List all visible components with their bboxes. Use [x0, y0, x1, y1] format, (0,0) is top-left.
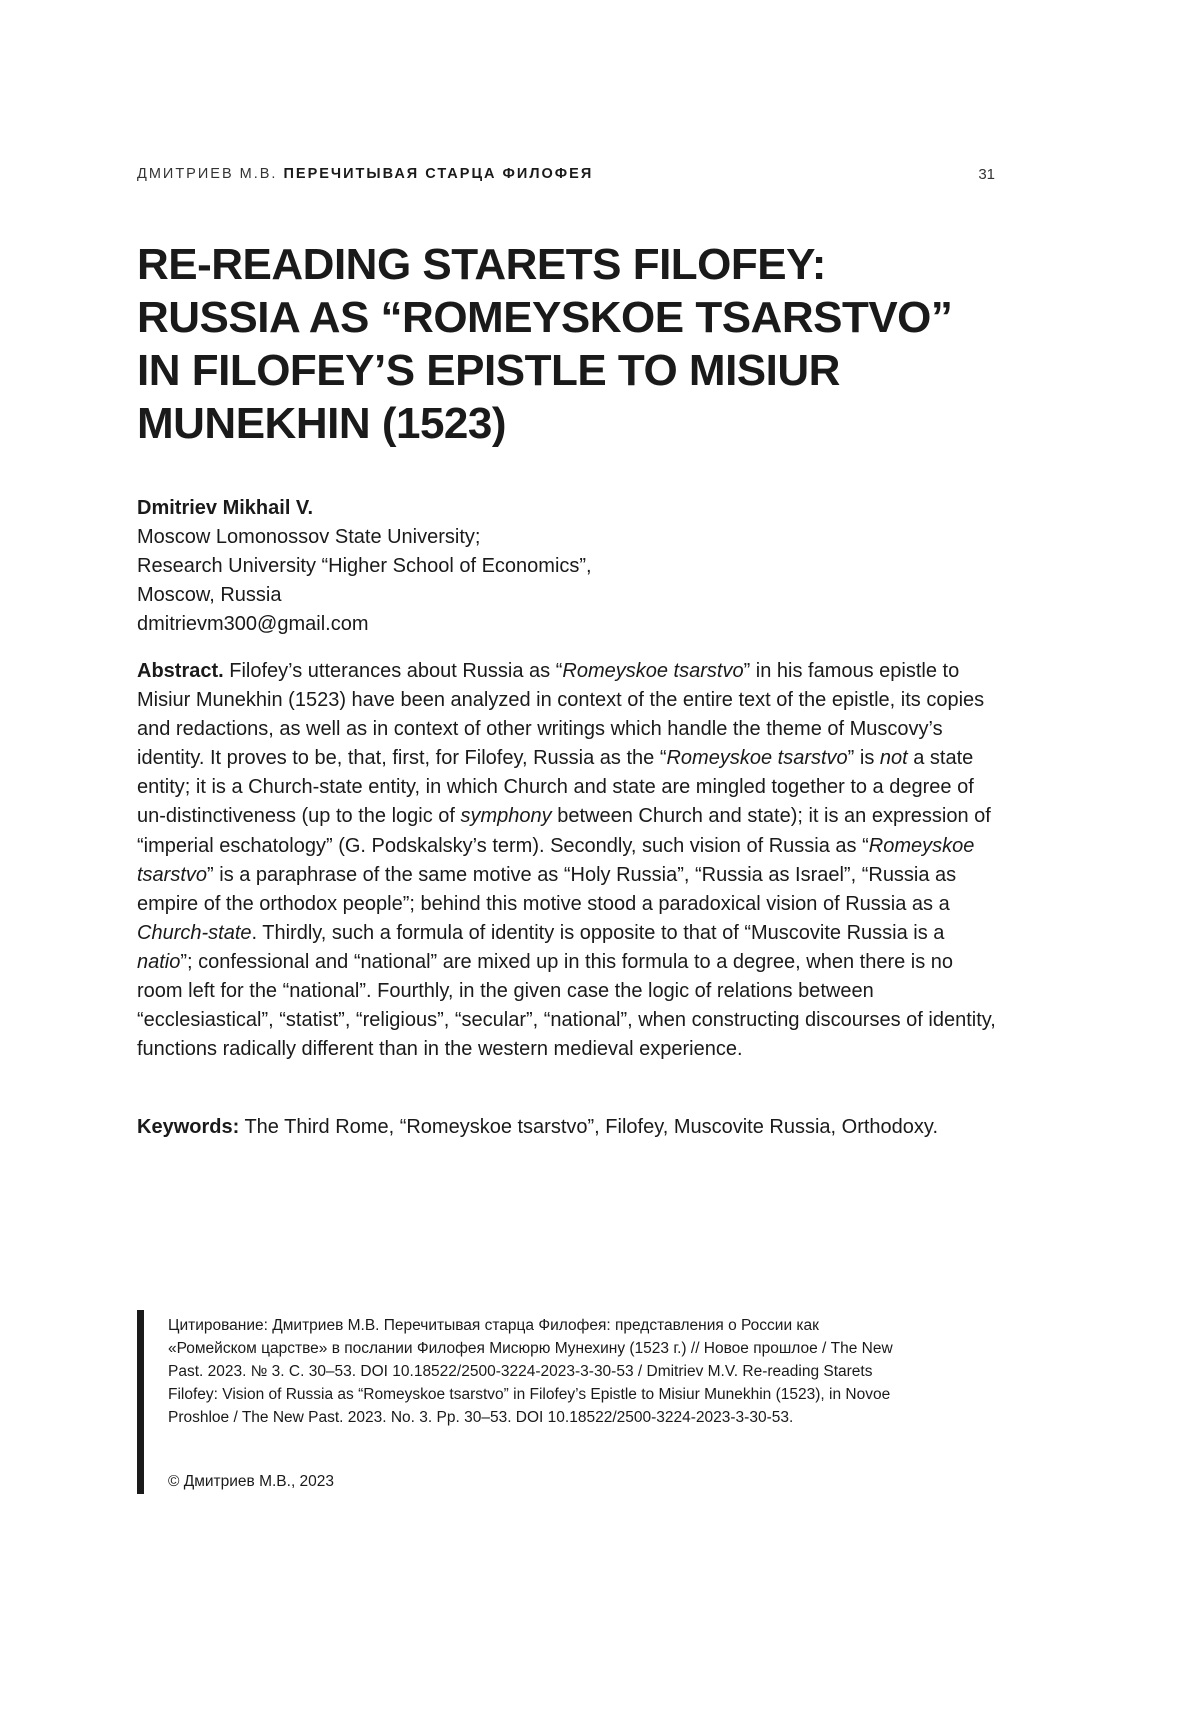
abstract-text: ” is a paraphrase of the same motive as “Holy Russia”, “Russia as Israel”, “Russia as empire of the orthodox people”; behind this motive stood a paradoxical vision of Russia as a	[137, 864, 956, 915]
article-title-line: RE-READING STARETS FILOFEY:	[137, 238, 1037, 291]
keywords-label: Keywords:	[137, 1116, 239, 1138]
article-title-line: RUSSIA AS “ROMEYSKOE TSARSTVO”	[137, 291, 1037, 344]
citation-box	[137, 1310, 904, 1494]
author-email: dmitrievm300@gmail.com	[137, 610, 997, 639]
author-location: Moscow, Russia	[137, 581, 997, 610]
abstract-italic: Romeyskoe tsarstvo	[562, 660, 743, 682]
author-block	[137, 494, 997, 639]
keywords-text: The Third Rome, “Romeyskoe tsarstvo”, Filofey, Muscovite Russia, Orthodoxy.	[239, 1116, 938, 1138]
abstract	[137, 657, 997, 1064]
abstract-text: ” in his famous epistle to Misiur Munekhin (1523) have been analyzed in context of the entire text of the epistle, its copies and redactions, as well as in context of other writings which handle the theme of Muscovy’s identity. It proves to be, that, first, for Filofey, Russia as the “	[137, 660, 984, 769]
author-name: Dmitriev Mikhail V.	[137, 494, 997, 523]
abstract-italic: not	[880, 747, 908, 769]
running-header-author: ДМИТРИЕВ М.В.	[137, 166, 277, 182]
keywords	[137, 1113, 1017, 1142]
abstract-text: ”; confessional and “national” are mixed up in this formula to a degree, when there is no room left for the “national”. Fourthly, in the given case the logic of relations between “ecclesiastical”, “statist”, “religious”, “secular”, “national”, when constructing discourses of identity, functions radically different than in the western medieval experience.	[137, 951, 996, 1060]
abstract-label: Abstract.	[137, 660, 224, 682]
page-number: 31	[978, 166, 995, 183]
affiliation: Research University “Higher School of Economics”,	[137, 552, 997, 581]
running-header-title: ПЕРЕЧИТЫВАЯ СТАРЦА ФИЛОФЕЯ	[283, 166, 593, 182]
abstract-text: between Church and state); it is an expression of “imperial eschatology” (G. Podskalsky’s term). Secondly, such vision of Russia as “	[137, 805, 991, 856]
citation-text: Цитирование: Дмитриев М.В. Перечитывая старца Филофея: представления о России как «Ромейском царстве» в послании Филофея Мисюрю Мунехину (1523 г.) // Новое прошлое / The New Past. 2023. № 3. С. 30–53. DOI 10.18522/2500-3224-2023-3-30-53 / Dmitriev M.V. Re-reading Starets Filofey: Vision of Russia as “Romeyskoe tsarstvo” in Filofey’s Epistle to Misiur Munekhin (1523), in Novoe Proshloe / The New Past. 2023. No. 3. Pp. 30–53. DOI 10.18522/2500-3224-2023-3-30-53.	[168, 1314, 908, 1429]
abstract-italic: Romeyskoe tsarstvo	[137, 835, 974, 886]
abstract-text: . Thirdly, such a formula of identity is opposite to that of “Muscovite Russia is a	[252, 922, 945, 944]
abstract-text: a state entity; it is a Church-state entity, in which Church and state are mingled together to a degree of un-distinctiveness (up to the logic of	[137, 747, 974, 827]
abstract-italic: Romeyskoe tsarstvo	[666, 747, 847, 769]
copyright: © Дмитриев М.В., 2023	[168, 1472, 334, 1492]
running-header	[137, 166, 995, 188]
abstract-italic: natio	[137, 951, 180, 973]
abstract-italic: Church-state	[137, 922, 252, 944]
abstract-text: Filofey’s utterances about Russia as “	[224, 660, 563, 682]
article-title	[137, 238, 1037, 450]
affiliation: Moscow Lomonossov State University;	[137, 523, 997, 552]
abstract-italic: symphony	[461, 805, 552, 827]
article-title-line: IN FILOFEY’S EPISTLE TO MISIUR	[137, 344, 1037, 397]
article-title-line: MUNEKHIN (1523)	[137, 397, 1037, 450]
abstract-text: ” is	[848, 747, 880, 769]
